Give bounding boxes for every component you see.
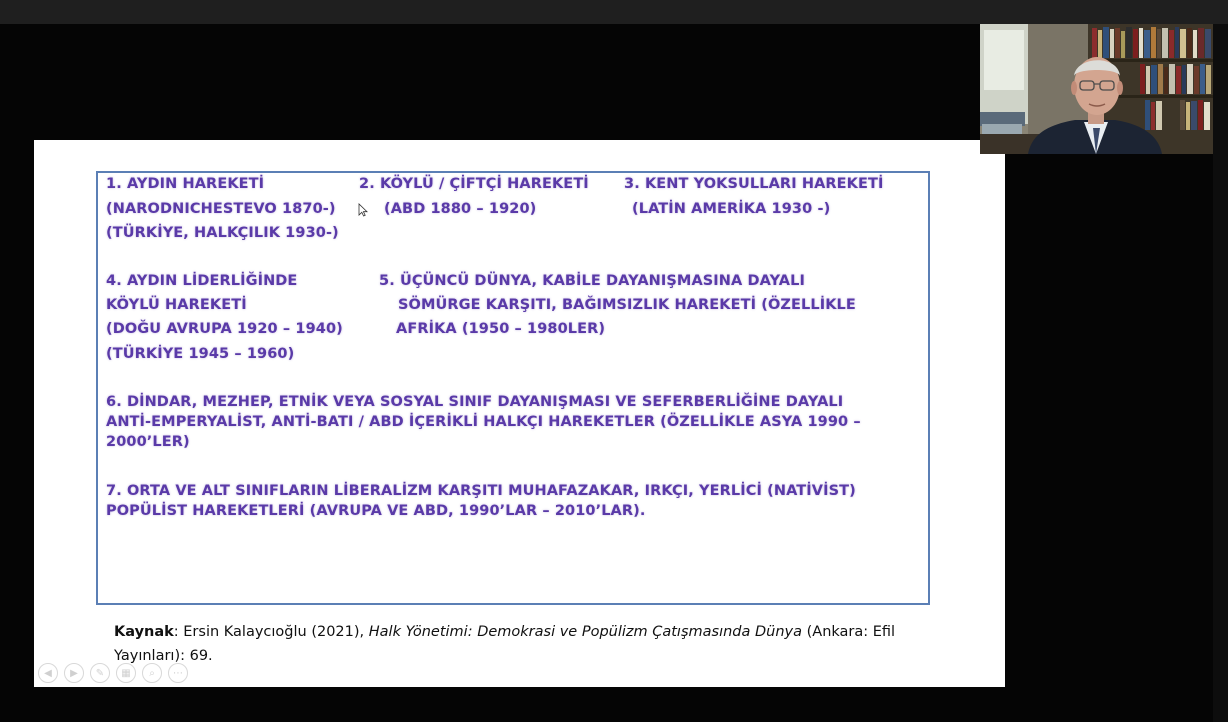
previous-icon[interactable]: ◀: [38, 663, 58, 683]
item-5-title-2: SÖMÜRGE KARŞITI, BAĞIMSIZLIK HAREKETİ (ÖZELLİKLE: [398, 297, 856, 313]
top-bar: [0, 0, 1228, 24]
item-4-title-2: KÖYLÜ HAREKETİ: [106, 297, 247, 313]
pen-icon[interactable]: ✎: [90, 663, 110, 683]
next-icon[interactable]: ▶: [64, 663, 84, 683]
item-2-title: 2. KÖYLÜ / ÇİFTÇİ HAREKETİ: [359, 176, 589, 192]
item-5-detail: AFRİKA (1950 – 1980LER): [396, 321, 606, 337]
item-7-line-1: 7. ORTA VE ALT SINIFLARIN LİBERALİZM KARŞITI MUHAFAZAKAR, IRKÇI, YERLİCİ (NATİVİST): [106, 483, 856, 499]
item-6-line-2: ANTİ-EMPERYALİST, ANTİ-BATI / ABD İÇERİKLİ HALKÇI HAREKETLER (ÖZELLİKLE ASYA 1990 –: [106, 414, 861, 430]
item-3-title: 3. KENT YOKSULLARI HAREKETİ: [624, 176, 884, 192]
right-panel-fragment: [1213, 24, 1228, 722]
item-6-line-3: 2000’LER): [106, 434, 190, 450]
item-1-detail-2: (TÜRKİYE, HALKÇILIK 1930-): [106, 225, 339, 241]
source-title: Halk Yönetimi: Demokrasi ve Popülizm Çatışmasında Dünya: [368, 624, 803, 640]
source-author: : Ersin Kalaycıoğlu (2021),: [173, 624, 369, 640]
item-4-title: 4. AYDIN LİDERLİĞİNDE: [106, 273, 298, 289]
speaker-video-frame: [980, 24, 1213, 154]
item-7-line-2: POPÜLİST HAREKETLERİ (AVRUPA VE ABD, 1990’LAR – 2010’LAR).: [106, 503, 646, 519]
slideshow-controls: [38, 663, 188, 685]
participant-video[interactable]: [980, 24, 1213, 154]
item-4-detail-1: (DOĞU AVRUPA 1920 – 1940): [106, 321, 343, 337]
presentation-slide: [34, 140, 1005, 687]
mouse-cursor-icon: [358, 203, 368, 217]
item-3-detail: (LATİN AMERİKA 1930 -): [632, 201, 831, 217]
source-citation: [114, 620, 914, 668]
item-6-line-1: 6. DİNDAR, MEZHEP, ETNİK VEYA SOSYAL SINIF DAYANIŞMASI VE SEFERBERLİĞİNE DAYALI: [106, 394, 844, 410]
item-1-detail-1: (NARODNICHESTEVO 1870-): [106, 201, 336, 217]
item-1-title: 1. AYDIN HAREKETİ: [106, 176, 265, 192]
item-2-detail: (ABD 1880 – 1920): [384, 201, 537, 217]
source-publisher: (Ankara: Efil Yayınları): 69.: [114, 624, 896, 664]
item-4-detail-2: (TÜRKİYE 1945 – 1960): [106, 346, 295, 362]
slides-icon[interactable]: ▦: [116, 663, 136, 683]
zoom-icon[interactable]: ⌕: [142, 663, 162, 683]
item-5-title: 5. ÜÇÜNCÜ DÜNYA, KABİLE DAYANIŞMASINA DAYALI: [379, 273, 805, 289]
source-label: Kaynak: [114, 624, 174, 640]
more-icon[interactable]: ⋯: [168, 663, 188, 683]
